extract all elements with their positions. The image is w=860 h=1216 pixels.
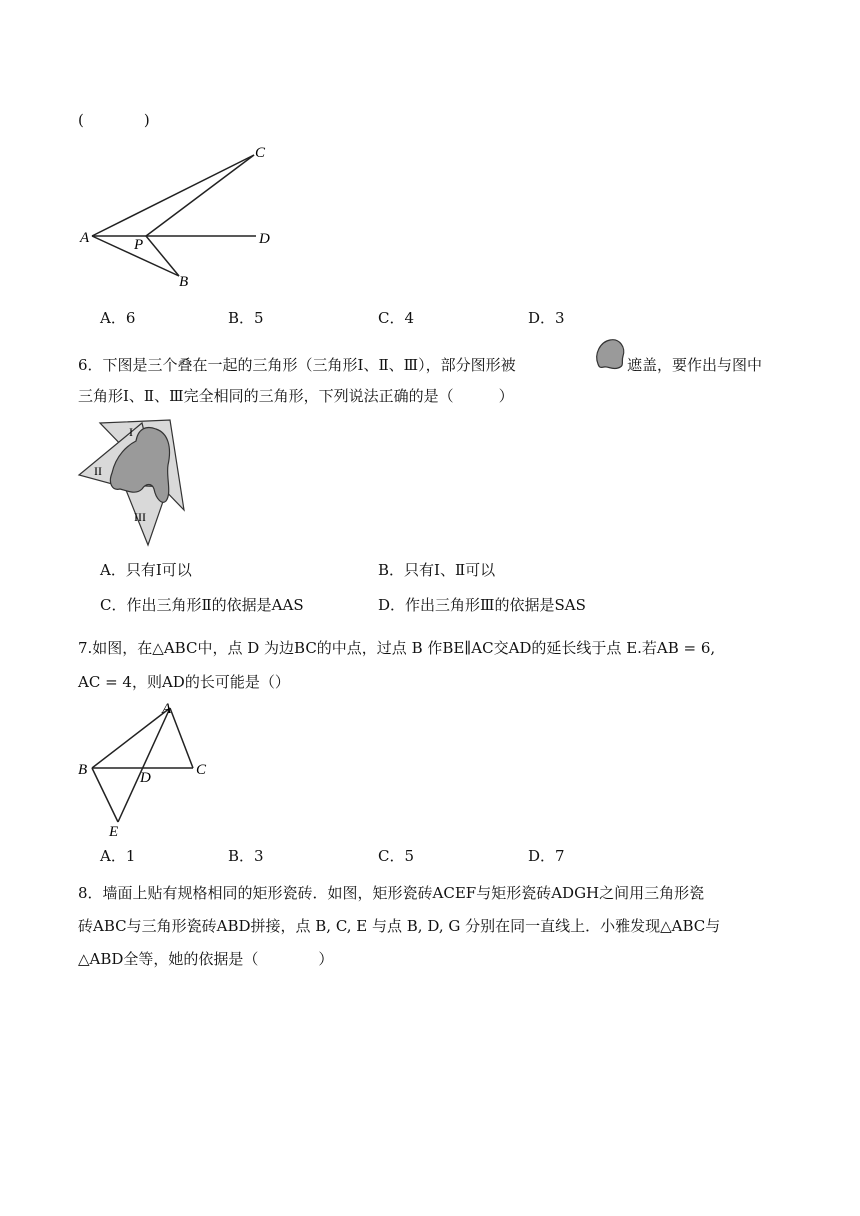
q6-stem-line1a: 6．下图是三个叠在一起的三角形（三角形Ⅰ、Ⅱ、Ⅲ），部分图形被: [78, 356, 516, 374]
q8-stem-line2: 砖ABC与三角形瓷砖ABD拼接，点 B, C, E 与点 B, D, G 分别在同一直线上．小雅发现△ABC与: [78, 917, 721, 935]
q5-option-b: B．5: [228, 309, 264, 327]
q7-option-a: A．1: [100, 847, 136, 865]
q6-stem-line1b: 遮盖，要作出与图中: [627, 356, 763, 374]
segment-PB: [146, 236, 179, 276]
blob-icon: [592, 336, 628, 372]
q6-option-c: C．作出三角形Ⅱ的依据是AAS: [100, 596, 304, 614]
label-E: E: [109, 824, 119, 840]
q8-stem-line3: △ABD全等，她的依据是（ ）: [78, 950, 334, 968]
q7-option-c: C．5: [378, 847, 415, 865]
label-B: B: [179, 274, 189, 290]
label-D: D: [259, 231, 270, 247]
q6-option-b: B．只有Ⅰ、Ⅱ可以: [378, 561, 496, 579]
label-A: A: [80, 230, 90, 246]
segment-AC: [92, 155, 254, 236]
segment-AC: [170, 708, 193, 768]
segment-AE: [118, 708, 170, 822]
label-P: P: [134, 237, 144, 253]
label-II: II: [94, 464, 102, 478]
q6-option-a: A．只有Ⅰ可以: [100, 561, 192, 579]
q7-figure: [76, 700, 226, 840]
q5-figure: [76, 140, 276, 290]
label-III: III: [134, 510, 146, 524]
q5-option-c: C．4: [378, 309, 415, 327]
q7-stem-line2: AC = 4，则AD的长可能是（）: [78, 673, 290, 691]
label-D: D: [140, 770, 151, 786]
q8-stem-line1: 8．墙面上贴有规格相同的矩形瓷砖．如图，矩形瓷砖ACEF与矩形瓷砖ADGH之间用三角形瓷: [78, 884, 705, 902]
label-A: A: [162, 701, 172, 717]
label-C: C: [255, 145, 266, 161]
label-B: B: [78, 762, 88, 778]
label-I: I: [129, 425, 133, 439]
segment-AB: [92, 708, 170, 768]
segment-BE: [92, 768, 118, 822]
label-C: C: [196, 762, 207, 778]
q6-figure: [76, 415, 196, 545]
q5-option-d: D．3: [528, 309, 565, 327]
q5-option-a: A．6: [100, 309, 136, 327]
answer-blank: ( ): [78, 111, 150, 129]
q6-option-d: D．作出三角形Ⅲ的依据是SAS: [378, 596, 586, 614]
segment-PC: [146, 155, 254, 236]
q6-stem-line2: 三角形Ⅰ、Ⅱ、Ⅲ完全相同的三角形，下列说法正确的是（ ）: [78, 387, 514, 405]
q7-stem-line1: 7.如图，在△ABC中，点 D 为边BC的中点，过点 B 作BE∥AC交AD的延长线于点 E.若AB = 6,: [78, 639, 716, 657]
q7-option-b: B．3: [228, 847, 264, 865]
q7-option-d: D．7: [528, 847, 565, 865]
